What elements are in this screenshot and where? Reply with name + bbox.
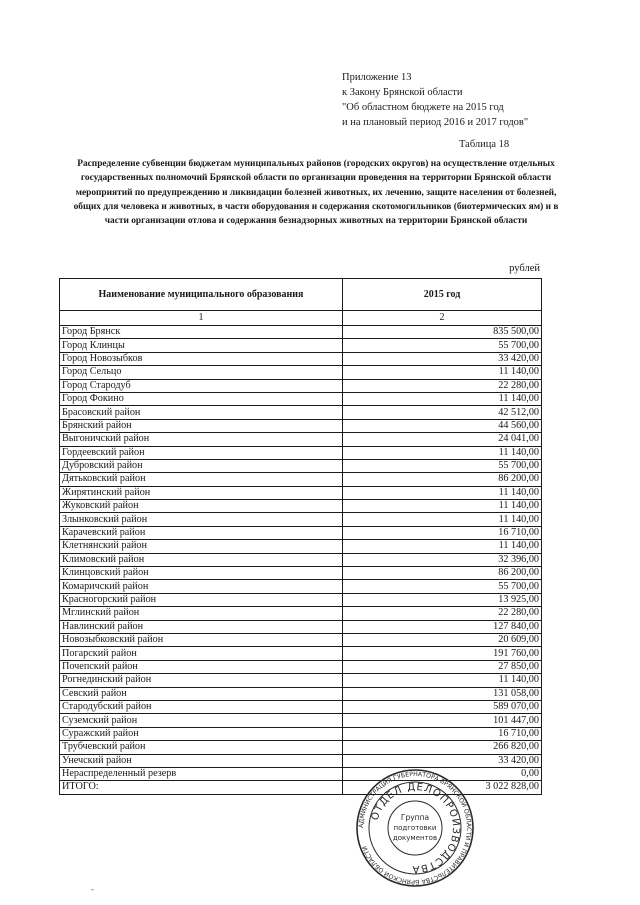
municipality-name: Трубчевский район bbox=[60, 741, 343, 754]
table-row bbox=[60, 607, 542, 620]
table-row bbox=[60, 727, 542, 740]
column-number-row bbox=[60, 311, 542, 326]
municipality-name: Город Стародуб bbox=[60, 379, 343, 392]
table-row bbox=[60, 741, 542, 754]
municipality-name: Севский район bbox=[60, 687, 343, 700]
subsidy-amount: 55 700,00 bbox=[343, 459, 542, 472]
municipality-name: Клинцовский район bbox=[60, 567, 343, 580]
subsidy-amount: 11 140,00 bbox=[343, 366, 542, 379]
municipality-name: Город Фокино bbox=[60, 392, 343, 405]
stamp-center-line-3: документов bbox=[392, 834, 438, 842]
document-title: Распределение субвенции бюджетам муниципальных районов (городских округов) на осуществление отдельных государственных полномочий Брянской области по организации проведения на территории Брянской области мероприятий по предупреждению и ликвидации болезней животных, их лечению, защите населения от болезней, общих для человека и животных, в части оборудования и содержания скотомогильников (биотермических ям) и в части организации отлова и содержания безнадзорных животных на территории Брянской области bbox=[73, 159, 559, 227]
municipality-name: Рогнединский район bbox=[60, 674, 343, 687]
header-year-2015: 2015 год bbox=[343, 279, 542, 311]
municipality-name: Дятьковский район bbox=[60, 473, 343, 486]
table-row bbox=[60, 687, 542, 700]
municipality-name: Злынковский район bbox=[60, 513, 343, 526]
table-row bbox=[60, 419, 542, 432]
appendix-line-1: Приложение 13 bbox=[342, 72, 412, 83]
subsidy-amount: 44 560,00 bbox=[343, 419, 542, 432]
subsidy-amount: 22 280,00 bbox=[343, 607, 542, 620]
municipality-name: Брянский район bbox=[60, 419, 343, 432]
municipality-name: Город Клинцы bbox=[60, 339, 343, 352]
office-stamp bbox=[355, 768, 475, 888]
table-row bbox=[60, 433, 542, 446]
table-row bbox=[60, 580, 542, 593]
appendix-line-2: к Закону Брянской области bbox=[342, 87, 463, 98]
municipality-name: Гордеевский район bbox=[60, 446, 343, 459]
municipality-name: Унечский район bbox=[60, 754, 343, 767]
subsidy-amount: 20 609,00 bbox=[343, 633, 542, 646]
subsidy-amount: 32 396,00 bbox=[343, 553, 542, 566]
table-header-row bbox=[60, 279, 542, 311]
subsidy-amount: 16 710,00 bbox=[343, 727, 542, 740]
total-amount: 3 022 828,00 bbox=[343, 781, 542, 794]
table-row bbox=[60, 500, 542, 513]
subsidy-amount: 11 140,00 bbox=[343, 486, 542, 499]
table-row bbox=[60, 513, 542, 526]
page-mark: - bbox=[91, 884, 94, 894]
municipality-name: Суражский район bbox=[60, 727, 343, 740]
appendix-line-3: "Об областном бюджете на 2015 год bbox=[342, 102, 504, 113]
subsidy-amount: 86 200,00 bbox=[343, 567, 542, 580]
municipality-name: Жирятинский район bbox=[60, 486, 343, 499]
subsidy-amount: 191 760,00 bbox=[343, 647, 542, 660]
subsidy-amount: 11 140,00 bbox=[343, 446, 542, 459]
subsidy-amount: 266 820,00 bbox=[343, 741, 542, 754]
table-row bbox=[60, 392, 542, 405]
stamp-inner-text: ОТДЕЛ ДЕЛОПРОИЗВОДСТВА bbox=[369, 781, 462, 875]
municipality-name: Мглинский район bbox=[60, 607, 343, 620]
municipality-name: Погарский район bbox=[60, 647, 343, 660]
municipality-name: Город Новозыбков bbox=[60, 352, 343, 365]
table-row bbox=[60, 352, 542, 365]
header-municipality: Наименование муниципального образования bbox=[60, 279, 343, 311]
municipality-name: Выгоничский район bbox=[60, 433, 343, 446]
subsidy-amount: 131 058,00 bbox=[343, 687, 542, 700]
table-row bbox=[60, 660, 542, 673]
column-number-2: 2 bbox=[343, 311, 542, 326]
municipality-name: Красногорский район bbox=[60, 593, 343, 606]
municipality-name: Карачевский район bbox=[60, 526, 343, 539]
table-row bbox=[60, 406, 542, 419]
table-row bbox=[60, 553, 542, 566]
table-number: Таблица 18 bbox=[459, 139, 510, 150]
total-label: ИТОГО: bbox=[60, 781, 343, 794]
subsidy-amount: 11 140,00 bbox=[343, 513, 542, 526]
table-row bbox=[60, 754, 542, 767]
municipality-name: Навлинский район bbox=[60, 620, 343, 633]
table-row bbox=[60, 674, 542, 687]
municipality-name: Новозыбковский район bbox=[60, 633, 343, 646]
appendix-line-4: и на плановый период 2016 и 2017 годов" bbox=[342, 117, 529, 128]
subsidy-amount: 127 840,00 bbox=[343, 620, 542, 633]
table-row bbox=[60, 326, 542, 339]
appendix-reference bbox=[342, 70, 602, 130]
subsidy-table bbox=[59, 278, 542, 795]
subsidy-amount: 101 447,00 bbox=[343, 714, 542, 727]
municipality-name: Клетнянский район bbox=[60, 540, 343, 553]
subsidy-amount: 42 512,00 bbox=[343, 406, 542, 419]
stamp-center-line-2: подготовки bbox=[393, 824, 437, 832]
table-row bbox=[60, 379, 542, 392]
table-row bbox=[60, 714, 542, 727]
table-row bbox=[60, 459, 542, 472]
municipality-name: Дубровский район bbox=[60, 459, 343, 472]
table-row bbox=[60, 647, 542, 660]
municipality-name: Стародубский район bbox=[60, 700, 343, 713]
municipality-name: Климовский район bbox=[60, 553, 343, 566]
subsidy-amount: 16 710,00 bbox=[343, 526, 542, 539]
stamp-outer-text: АДМИНИСТРАЦИЯ ГУБЕРНАТОРА БРЯНСКОЙ ОБЛАСТИ И ПРАВИТЕЛЬСТВА БРЯНСКОЙ ОБЛАСТИ bbox=[357, 770, 473, 886]
municipality-name: Комаричский район bbox=[60, 580, 343, 593]
subsidy-amount: 589 070,00 bbox=[343, 700, 542, 713]
subsidy-amount: 22 280,00 bbox=[343, 379, 542, 392]
subsidy-amount: 11 140,00 bbox=[343, 500, 542, 513]
municipality-name: Нераспределенный резерв bbox=[60, 767, 343, 780]
table-row bbox=[60, 620, 542, 633]
municipality-name: Почепский район bbox=[60, 660, 343, 673]
subsidy-amount: 11 140,00 bbox=[343, 392, 542, 405]
subsidy-amount: 13 925,00 bbox=[343, 593, 542, 606]
municipality-name: Город Брянск bbox=[60, 326, 343, 339]
table-row bbox=[60, 700, 542, 713]
column-number-1: 1 bbox=[60, 311, 343, 326]
subsidy-amount: 55 700,00 bbox=[343, 339, 542, 352]
municipality-name: Город Сельцо bbox=[60, 366, 343, 379]
municipality-name: Жуковский район bbox=[60, 500, 343, 513]
subsidy-amount: 11 140,00 bbox=[343, 540, 542, 553]
table-row bbox=[60, 486, 542, 499]
table-row bbox=[60, 339, 542, 352]
subsidy-amount: 55 700,00 bbox=[343, 580, 542, 593]
subsidy-amount: 0,00 bbox=[343, 767, 542, 780]
table-row bbox=[60, 567, 542, 580]
subsidy-amount: 11 140,00 bbox=[343, 674, 542, 687]
municipality-name: Суземский район bbox=[60, 714, 343, 727]
subsidy-amount: 33 420,00 bbox=[343, 754, 542, 767]
table-row bbox=[60, 446, 542, 459]
municipality-name: Брасовский район bbox=[60, 406, 343, 419]
subsidy-amount: 86 200,00 bbox=[343, 473, 542, 486]
subsidy-amount: 835 500,00 bbox=[343, 326, 542, 339]
table-row bbox=[60, 526, 542, 539]
table-row bbox=[60, 540, 542, 553]
table-row bbox=[60, 633, 542, 646]
stamp-center-line-1: Группа bbox=[400, 813, 430, 822]
table-row bbox=[60, 366, 542, 379]
subsidy-amount: 24 041,00 bbox=[343, 433, 542, 446]
subsidy-amount: 27 850,00 bbox=[343, 660, 542, 673]
units-label: рублей bbox=[509, 263, 540, 274]
subsidy-amount: 33 420,00 bbox=[343, 352, 542, 365]
table-row bbox=[60, 473, 542, 486]
table-row bbox=[60, 593, 542, 606]
